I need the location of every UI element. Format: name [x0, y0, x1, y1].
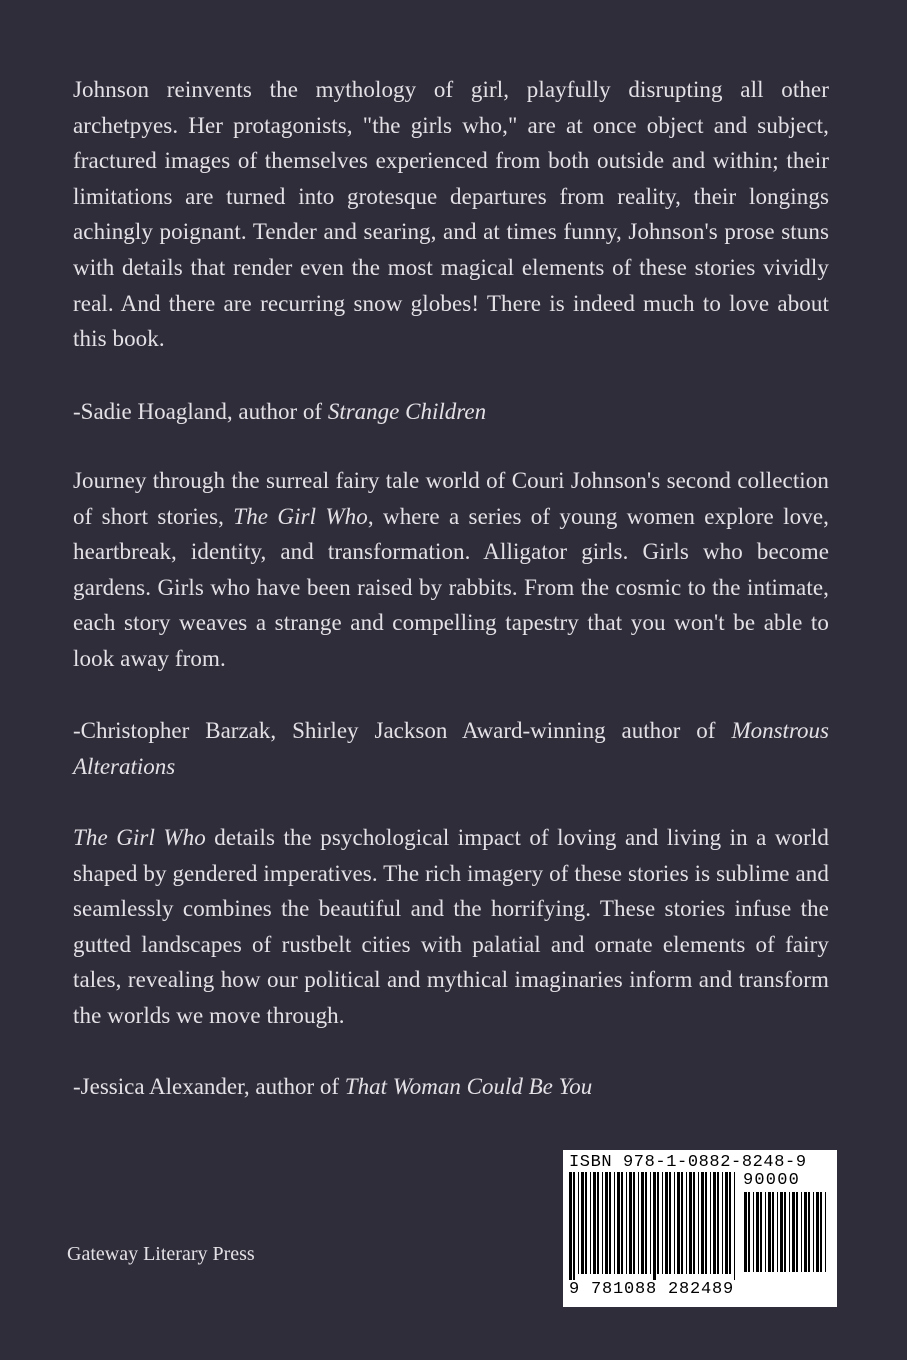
- review-blurb-1-text: Johnson reinvents the mythology of girl, playfully disrupting all other archetpyes. Her protagonists, "the girls who," are at once object and subject, fractured images of themselves experienced from both outside and within; their limitations are turned into grotesque departures from reality, their longings achingly poignant. Tender and searing, and at times funny, Johnson's prose stuns with details that render even the most magical elements of these stories vividly real. And there are recurring snow globes! There is indeed much to love about this book.: [73, 77, 829, 352]
- review-blurb-1: [73, 72, 829, 357]
- publisher-name: Gateway Literary Press: [67, 1243, 255, 1265]
- attribution-author: -Jessica Alexander, author of: [73, 1074, 345, 1099]
- isbn-barcode: [563, 1150, 837, 1307]
- review-blurb-2-text-start: Journey through the surreal fairy tale world of Couri Johnson's second collection of short stories,: [73, 468, 829, 529]
- review-attribution-3: [73, 1069, 829, 1105]
- attribution-book-title: That Woman Could Be You: [344, 1074, 593, 1099]
- ean-digits: 9 781088 282489: [569, 1280, 735, 1299]
- review-attribution-1: [73, 394, 829, 430]
- attribution-author: -Sadie Hoagland, author of: [73, 399, 328, 424]
- review-blurb-2-text-end: , where a series of young women explore love, heartbreak, identity, and transformation. Alligator girls. Girls who become gardens. Girls who have been raised by rabbits. From the cosmic to the intimate, each story weaves a strange and compelling tapestry that you won't be able to look away from.: [73, 503, 829, 671]
- review-attribution-2: [73, 713, 829, 784]
- attribution-book-title: Strange Children: [327, 399, 487, 424]
- isbn-label: ISBN 978-1-0882-8248-9: [569, 1153, 807, 1172]
- ean13-barcode-bars: [569, 1172, 739, 1280]
- review-blurb-3: [73, 820, 829, 1034]
- attribution-book-title: Monstrous Alterations: [73, 718, 829, 779]
- attribution-author: -Christopher Barzak, Shirley Jackson Award-winning author of: [73, 718, 732, 743]
- price-addon-bars: [744, 1192, 830, 1278]
- price-addon-digits: 90000: [743, 1171, 801, 1190]
- review-blurb-2: [73, 463, 829, 677]
- book-title: The Girl Who: [73, 825, 206, 850]
- book-title: The Girl Who: [233, 503, 368, 529]
- review-blurb-3-text: details the psychological impact of loving and living in a world shaped by gendered imperatives. The rich imagery of these stories is sublime and seamlessly combines the beautiful and the horrifying. These stories infuse the gutted landscapes of rustbelt cities with palatial and ornate elements of fairy tales, revealing how our political and mythical imaginaries inform and transform the worlds we move through.: [73, 825, 830, 1028]
